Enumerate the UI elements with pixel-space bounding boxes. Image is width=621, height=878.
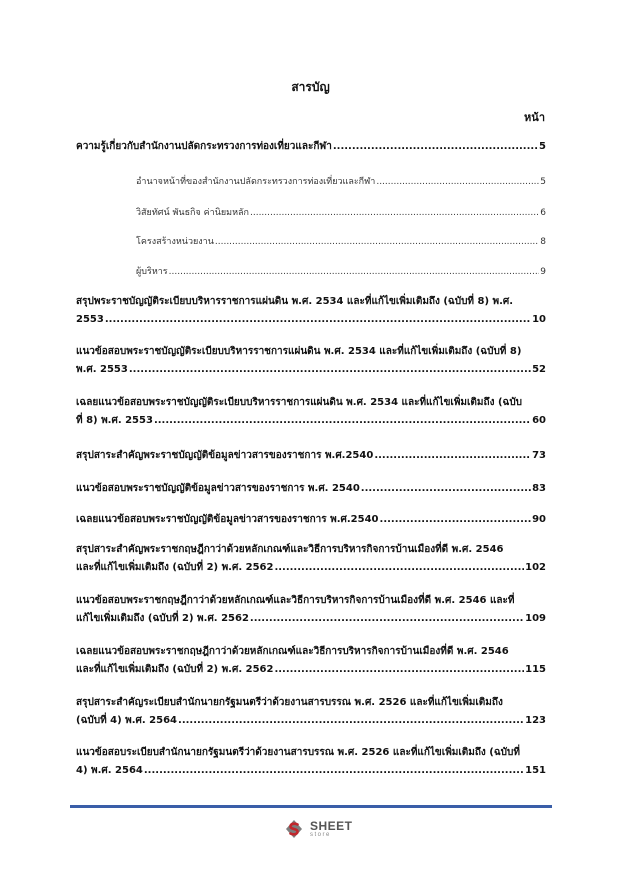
toc-entry[interactable]: [76, 744, 546, 780]
toc-entry-line: [76, 263, 546, 281]
toc-entry-line: [76, 762, 546, 780]
toc-entry-line: [76, 173, 546, 191]
dot-leader: [274, 559, 524, 577]
dot-leader: [274, 661, 524, 679]
toc-entry[interactable]: [76, 293, 546, 329]
toc-entry[interactable]: [76, 511, 546, 529]
toc-entry-text: ความรู้เกี่ยวกับสำนักงานปลัดกระทรวงการท่องเที่ยวและกีฬา: [76, 141, 332, 152]
toc-entry[interactable]: [76, 138, 546, 156]
toc-entry-line: [76, 412, 546, 430]
toc-entry-text: และที่แก้ไขเพิ่มเติมถึง (ฉบับที่ 2) พ.ศ. 2562: [76, 664, 274, 675]
toc-entry-line: [76, 138, 546, 156]
toc-entry-line: [76, 361, 546, 379]
toc-page-number: 90: [532, 514, 546, 525]
toc-entry-text: แนวข้อสอบพระราชบัญญัติระเบียบบริหารราชการแผ่นดิน พ.ศ. 2534 และที่แก้ไขเพิ่มเติมถึง (ฉบับที่ 8): [76, 346, 522, 357]
toc-entry-text: วิสัยทัศน์ พันธกิจ ค่านิยมหลัก: [136, 208, 249, 218]
page-column-header: หน้า: [524, 111, 545, 124]
toc-entry-text: ที่ 8) พ.ศ. 2553: [76, 415, 153, 426]
toc-page-number: 115: [525, 664, 546, 675]
toc-entry[interactable]: [76, 447, 546, 465]
toc-page-number: 6: [540, 208, 546, 218]
footer-divider: [70, 805, 552, 808]
toc-entry-text: เฉลยแนวข้อสอบพระราชกฤษฎีกาว่าด้วยหลักเกณฑ์และวิธีการบริหารกิจการบ้านเมืองที่ดี พ.ศ. 2546: [76, 646, 509, 657]
toc-entry-line: [76, 592, 546, 610]
toc-entry-text: เฉลยแนวข้อสอบพระราชบัญญัติข้อมูลข่าวสารของราชการ พ.ศ.2540: [76, 514, 379, 525]
dot-leader: [178, 712, 524, 730]
toc-entry-text: เฉลยแนวข้อสอบพระราชบัญญัติระเบียบบริหารราชการแผ่นดิน พ.ศ. 2534 และที่แก้ไขเพิ่มเติมถึง (ฉบับ: [76, 397, 523, 408]
page-title: สารบัญ: [291, 80, 330, 94]
toc-entry-line: [76, 511, 546, 529]
toc-entry[interactable]: [76, 394, 546, 430]
toc-entry-line: [76, 694, 546, 712]
toc-entry-text: แนวข้อสอบระเบียบสำนักนายกรัฐมนตรีว่าด้วยงานสารบรรณ พ.ศ. 2526 และที่แก้ไขเพิ่มเติมถึง (ฉบับที่: [76, 747, 520, 758]
toc-page-number: 60: [532, 415, 546, 426]
sheet-store-logo: [282, 816, 353, 842]
toc-entry-text: 2553: [76, 314, 104, 325]
toc-entry-text: สรุปสาระสำคัญระเบียบสำนักนายกรัฐมนตรีว่าด้วยงานสารบรรณ พ.ศ. 2526 และที่แก้ไขเพิ่มเติมถึง: [76, 697, 503, 708]
toc-entry[interactable]: [76, 541, 546, 577]
toc-page-number: 102: [525, 562, 546, 573]
toc-entry-line: [76, 293, 546, 311]
toc-entry-text: พ.ศ. 2553: [76, 364, 128, 375]
toc-entry-line: [76, 712, 546, 730]
dot-leader: [376, 173, 539, 191]
toc-page-number: 5: [540, 177, 546, 187]
toc-page-number: 10: [532, 314, 546, 325]
dot-leader: [169, 263, 540, 281]
toc-entry-line: [76, 394, 546, 412]
toc-entry-text: อำนาจหน้าที่ของสำนักงานปลัดกระทรวงการท่องเที่ยวและกีฬา: [136, 177, 376, 187]
toc-entry-text: แก้ไขเพิ่มเติมถึง (ฉบับที่ 2) พ.ศ. 2562: [76, 613, 249, 624]
toc-entry[interactable]: [76, 204, 546, 222]
dot-leader: [154, 412, 531, 430]
toc-entry-line: [76, 311, 546, 329]
toc-entry-text: สรุปสาระสำคัญพระราชกฤษฎีกาว่าด้วยหลักเกณฑ์และวิธีการบริหารกิจการบ้านเมืองที่ดี พ.ศ. 2546: [76, 544, 504, 555]
toc-entry[interactable]: [76, 233, 546, 251]
toc-entry-text: และที่แก้ไขเพิ่มเติมถึง (ฉบับที่ 2) พ.ศ. 2562: [76, 562, 274, 573]
toc-entry-text: แนวข้อสอบพระราชบัญญัติข้อมูลข่าวสารของราชการ พ.ศ. 2540: [76, 483, 360, 494]
toc-entry-text: สรุปพระราชบัญญัติระเบียบบริหารราชการแผ่นดิน พ.ศ. 2534 และที่แก้ไขเพิ่มเติมถึง (ฉบับที่ 8) พ.ศ.: [76, 296, 514, 307]
toc-page-number: 52: [532, 364, 546, 375]
toc-entry-text: (ฉบับที่ 4) พ.ศ. 2564: [76, 715, 178, 726]
toc-page-number: 123: [525, 715, 546, 726]
toc-entry-line: [76, 343, 546, 361]
logo-subtitle: store: [310, 832, 331, 838]
toc-entry-line: [76, 447, 546, 465]
toc-page-number: 9: [540, 267, 546, 277]
toc-page-number: 151: [525, 765, 546, 776]
toc-entry-line: [76, 480, 546, 498]
toc-entry[interactable]: [76, 480, 546, 498]
toc-page-number: 5: [539, 141, 546, 152]
toc-entry-text: โครงสร้างหน่วยงาน: [136, 237, 214, 247]
dot-leader: [380, 511, 532, 529]
dot-leader: [215, 233, 539, 251]
toc-page-number: 109: [525, 613, 546, 624]
toc-entry-line: [76, 661, 546, 679]
toc-entry-line: [76, 559, 546, 577]
dot-leader: [374, 447, 531, 465]
toc-entry-text: 4) พ.ศ. 2564: [76, 765, 143, 776]
toc-entry[interactable]: [76, 263, 546, 281]
toc-entry-line: [76, 541, 546, 559]
logo-s-icon: [282, 817, 306, 841]
toc-page-number: 73: [532, 450, 546, 461]
dot-leader: [250, 204, 539, 222]
toc-entry-text: สรุปสาระสำคัญพระราชบัญญัติข้อมูลข่าวสารของราชการ พ.ศ.2540: [76, 450, 374, 461]
toc-page-number: 8: [540, 237, 546, 247]
logo-wordmark: SHEET: [310, 819, 353, 833]
toc-entry[interactable]: [76, 694, 546, 730]
dot-leader: [250, 610, 524, 628]
toc-entry-line: [76, 233, 546, 251]
toc-entry[interactable]: [76, 643, 546, 679]
toc-entry-text: แนวข้อสอบพระราชกฤษฎีกาว่าด้วยหลักเกณฑ์และวิธีการบริหารกิจการบ้านเมืองที่ดี พ.ศ. 2546 และที่: [76, 595, 515, 606]
dot-leader: [105, 311, 531, 329]
toc-entry[interactable]: [76, 592, 546, 628]
dot-leader: [361, 480, 531, 498]
toc-page-number: 83: [532, 483, 546, 494]
dot-leader: [333, 138, 538, 156]
dot-leader: [129, 361, 531, 379]
toc-entry-line: [76, 204, 546, 222]
dot-leader: [144, 762, 524, 780]
toc-entry[interactable]: [76, 343, 546, 379]
toc-entry-line: [76, 610, 546, 628]
toc-entry-line: [76, 643, 546, 661]
toc-entry-line: [76, 744, 546, 762]
toc-entry-text: ผู้บริหาร: [136, 267, 168, 277]
toc-entry[interactable]: [76, 173, 546, 191]
